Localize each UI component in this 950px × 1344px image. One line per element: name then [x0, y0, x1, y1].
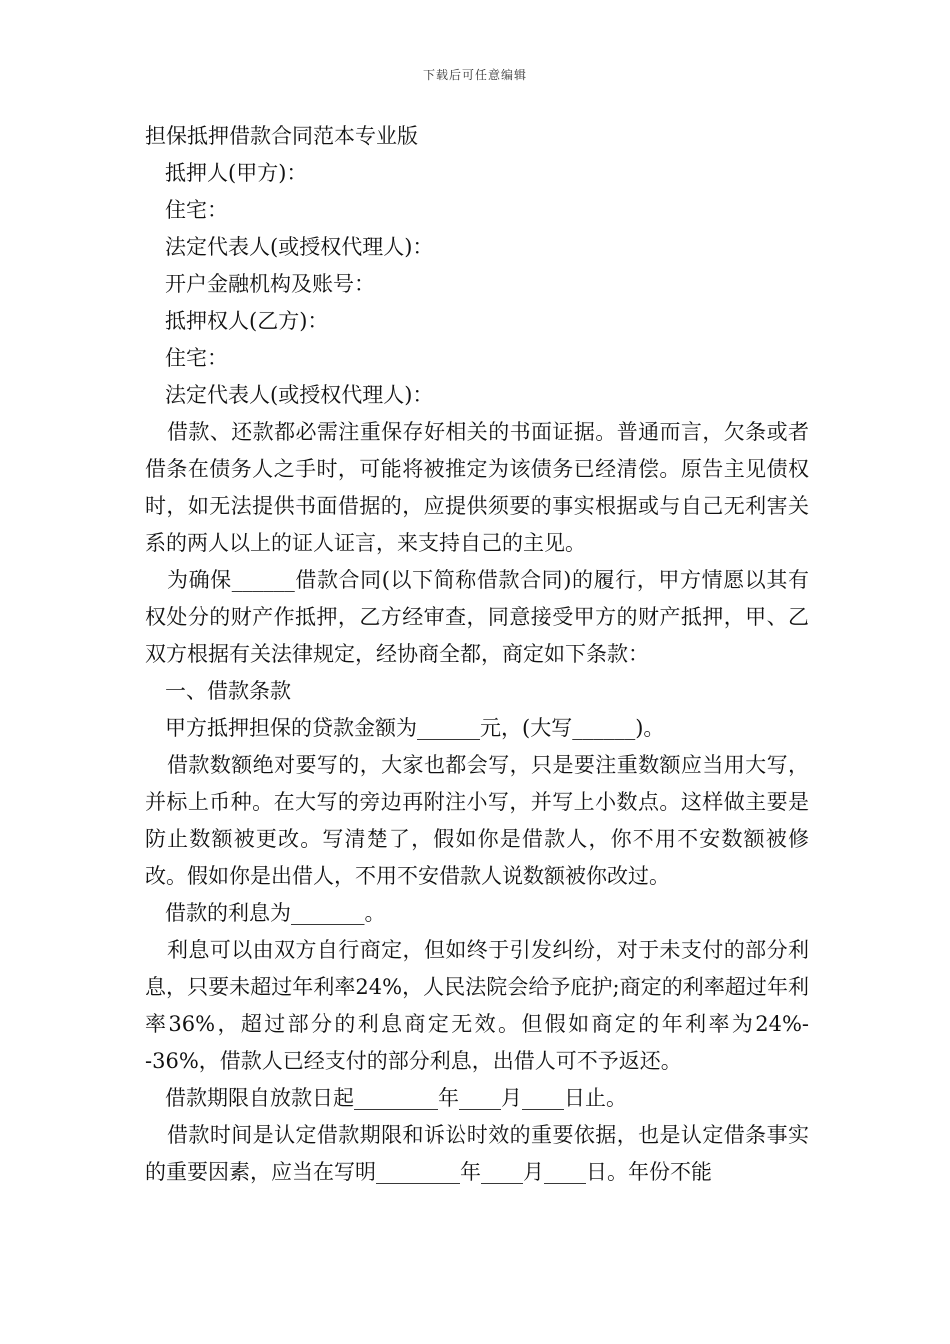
party-b-representative: 法定代表人(或授权代理人)：: [165, 383, 434, 407]
party-b-label: 抵押权人(乙方)：: [165, 309, 329, 333]
loan-amount-line: 甲方抵押担保的贷款金额为______元，(大写______)。: [165, 716, 665, 740]
paragraph-time-note: 借款时间是认定借款期限和诉讼时效的重要依据，也是认定借条事实的重要因素，应当在写明________年____月____日。年份不能: [145, 1123, 809, 1184]
party-a-bank-account: 开户金融机构及账号：: [165, 272, 375, 296]
paragraph-evidence: 借款、还款都必需注重保存好相关的书面证据。普通而言，欠条或者借条在债务人之手时，可能将被推定为该债务已经清偿。原告主见债权时，如无法提供书面借据的，应提供须要的事实根据或与自己无利害关系的两人以上的证人证言，来支持自己的主见。: [145, 420, 809, 555]
document-title: 担保抵押借款合同范本专业版: [145, 124, 418, 148]
party-b-address: 住宅：: [165, 346, 228, 370]
section-heading-loan-terms: 一、借款条款: [165, 679, 291, 703]
party-a-representative: 法定代表人(或授权代理人)：: [165, 235, 434, 259]
interest-line: 借款的利息为_______。: [165, 901, 386, 925]
loan-term-line: 借款期限自放款日起________年____月____日止。: [165, 1086, 627, 1110]
page-header: 下载后可任意编辑: [422, 68, 527, 82]
paragraph-interest-note: 利息可以由双方自行商定，但如终于引发纠纷，对于未支付的部分利息，只要未超过年利率24%，人民法院会给予庇护;商定的利率超过年利率36%，超过部分的利息商定无效。但假如商定的年利率为24%--36%，借款人已经支付的部分利息，出借人可不予返还。: [145, 938, 809, 1073]
paragraph-amount-note: 借款数额绝对要写的，大家也都会写，只是要注重数额应当用大写，并标上币种。在大写的旁边再附注小写，并写上小数点。这样做主要是防止数额被更改。写清楚了，假如你是借款人，你不用不安数额被修改。假如你是出借人，不用不安借款人说数额被你改过。: [145, 753, 809, 888]
paragraph-purpose: 为确保______借款合同(以下简称借款合同)的履行，甲方情愿以其有权处分的财产作抵押，乙方经审查，同意接受甲方的财产抵押，甲、乙双方根据有关法律规定，经协商全都，商定如下条款：: [145, 568, 809, 666]
party-a-address: 住宅：: [165, 198, 228, 222]
party-a-label: 抵押人(甲方)：: [165, 161, 308, 185]
document-body: [145, 118, 809, 1191]
